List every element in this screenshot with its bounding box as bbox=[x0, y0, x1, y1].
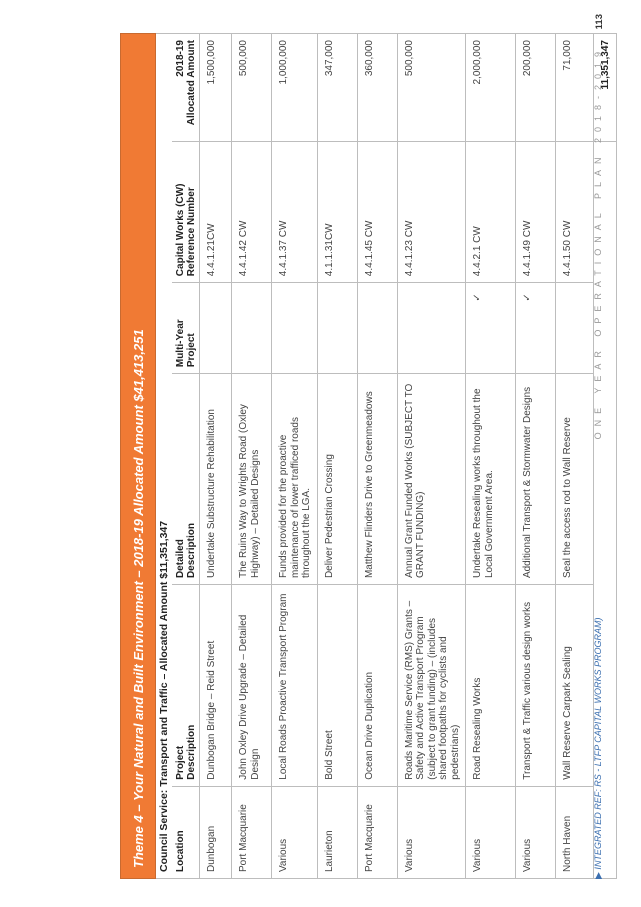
cell-cw-reference: 4.4.2.1 CW bbox=[466, 142, 516, 283]
cell-multi-year bbox=[200, 283, 232, 374]
footer-plan-title bbox=[593, 46, 603, 439]
cell-location: Dunbogan bbox=[200, 786, 232, 878]
cell-multi-year bbox=[556, 283, 594, 374]
cell-multi-year: ✓ bbox=[466, 283, 516, 374]
council-service-heading: Council Service: Transport and Traffic – Allocated Amount $11,351,347 bbox=[156, 33, 172, 879]
cell-multi-year bbox=[232, 283, 272, 374]
table-row bbox=[466, 34, 516, 879]
cell-allocated-amount: 1,000,000 bbox=[272, 34, 318, 142]
header-cw-reference: Capital Works (CW) Reference Number bbox=[172, 142, 200, 283]
cell-project-description: Local Roads Proactive Transport Program bbox=[272, 585, 318, 787]
table-row bbox=[232, 34, 272, 879]
cell-project-description: Ocean Drive Duplication bbox=[357, 585, 397, 787]
cell-detailed-description: Matthew Flinders Drive to Greenmeadows bbox=[357, 374, 397, 585]
table-row bbox=[200, 34, 232, 879]
cell-project-description: John Oxley Drive Upgrade – Detailed Design bbox=[232, 585, 272, 787]
cell-location: Port Macquarie bbox=[232, 786, 272, 878]
cell-allocated-amount: 360,000 bbox=[357, 34, 397, 142]
header-detailed-description: Detailed Description bbox=[172, 374, 200, 585]
cell-detailed-description: The Ruins Way to Wrights Road (Oxley Highway) – Detailed Designs bbox=[232, 374, 272, 585]
table-header-row bbox=[172, 34, 200, 879]
header-project-description: Project Description bbox=[172, 585, 200, 787]
cell-multi-year bbox=[357, 283, 397, 374]
cell-detailed-description: Funds provided for the proactive maintenance of lower trafficed roads throughout the LGA. bbox=[272, 374, 318, 585]
cell-location: North Haven bbox=[556, 786, 594, 878]
cell-location: Various bbox=[397, 786, 466, 878]
header-location: Location bbox=[172, 786, 200, 878]
cell-project-description: Roads Maritime Service (RMS) Grants – Safety and Active Transport Program (subject to grant funding) – (includes shared footpaths for cyclists and pedestrians) bbox=[397, 585, 466, 787]
cell-multi-year bbox=[317, 283, 357, 374]
table-row bbox=[272, 34, 318, 879]
cell-detailed-description: Undertake Substructure Rehabilitation bbox=[200, 374, 232, 585]
theme-banner: Theme 4 – Your Natural and Built Environment – 2018-19 Allocated Amount $41,413,251 bbox=[120, 33, 156, 879]
cell-project-description: Wall Reserve Carpark Sealing bbox=[556, 585, 594, 787]
cell-allocated-amount: 2,000,000 bbox=[466, 34, 516, 142]
cell-allocated-amount: 71,000 bbox=[556, 34, 594, 142]
cell-allocated-amount: 500,000 bbox=[232, 34, 272, 142]
document-body bbox=[120, 33, 617, 879]
cell-detailed-description: Annual Grant Funded Works (SUBJECT TO GRANT FUNDING) bbox=[397, 374, 466, 585]
header-allocated-amount: 2018-19 Allocated Amount bbox=[172, 34, 200, 142]
cell-detailed-description: Additional Transport & Stormwater Designs bbox=[516, 374, 556, 585]
cell-cw-reference: 4.4.1.45 CW bbox=[357, 142, 397, 283]
cell-detailed-description: Deliver Pedestrian Crossing bbox=[317, 374, 357, 585]
cell-cw-reference: 4.1.1.31CW bbox=[317, 142, 357, 283]
cell-project-description: Transport & Traffic various design works bbox=[516, 585, 556, 787]
cell-cw-reference: 4.4.1.37 CW bbox=[272, 142, 318, 283]
cell-cw-reference: 4.4.1.23 CW bbox=[397, 142, 466, 283]
cell-allocated-amount: 1,500,000 bbox=[200, 34, 232, 142]
cell-multi-year bbox=[397, 283, 466, 374]
header-multi-year: Multi-Year Project bbox=[172, 283, 200, 374]
table-row bbox=[556, 34, 594, 879]
plan-title-text: ONE YEAR OPERATIONAL PLAN 2018-2019 bbox=[593, 46, 603, 440]
arrow-right-icon: ▶ bbox=[593, 872, 603, 879]
cell-multi-year bbox=[272, 283, 318, 374]
cell-multi-year: ✓ bbox=[516, 283, 556, 374]
table-row bbox=[317, 34, 357, 879]
table-row bbox=[397, 34, 466, 879]
cell-allocated-amount: 200,000 bbox=[516, 34, 556, 142]
cell-project-description: Bold Street bbox=[317, 585, 357, 787]
cell-project-description: Dunbogan Bridge – Reid Street bbox=[200, 585, 232, 787]
integrated-ref-note bbox=[593, 618, 604, 879]
cell-location: Various bbox=[466, 786, 516, 878]
cell-allocated-amount: 347,000 bbox=[317, 34, 357, 142]
cell-location: Various bbox=[272, 786, 318, 878]
cell-cw-reference: 4.4.1.49 CW bbox=[516, 142, 556, 283]
cell-allocated-amount: 500,000 bbox=[397, 34, 466, 142]
cell-detailed-description: Seal the access rod to Wall Reserve bbox=[556, 374, 594, 585]
page-number: 113 bbox=[594, 14, 605, 30]
table-row bbox=[357, 34, 397, 879]
projects-table bbox=[172, 33, 617, 879]
cell-cw-reference: 4.4.1.50 CW bbox=[556, 142, 594, 283]
cell-location: Laurieton bbox=[317, 786, 357, 878]
cell-project-description: Road Resealing Works bbox=[466, 585, 516, 787]
cell-cw-reference: 4.4.1.21CW bbox=[200, 142, 232, 283]
cell-location: Port Macquarie bbox=[357, 786, 397, 878]
cell-detailed-description: Undertake Resealing works throughout the Local Government Area. bbox=[466, 374, 516, 585]
table-row bbox=[516, 34, 556, 879]
total-amount: 11,351,347 bbox=[594, 34, 617, 142]
integrated-ref-text: INTEGRATED REF: RS - LTFP CAPITAL WORKS PROGRAM) bbox=[593, 617, 603, 870]
cell-location: Various bbox=[516, 786, 556, 878]
cell-cw-reference: 4.4.1.42 CW bbox=[232, 142, 272, 283]
